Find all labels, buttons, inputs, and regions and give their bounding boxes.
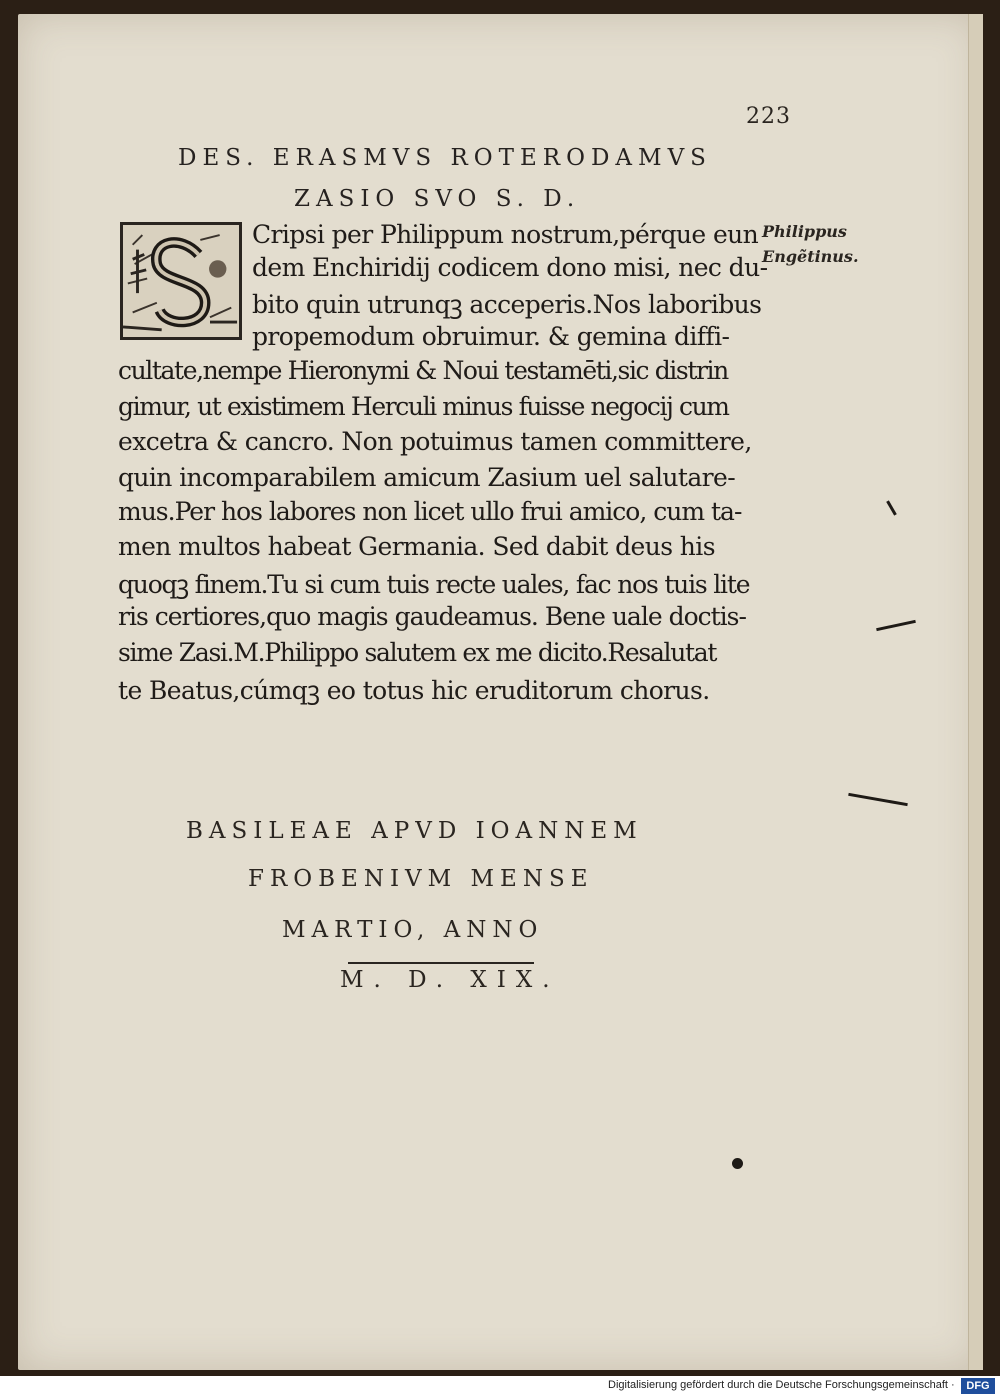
heading-recipient: ZASIO SVO S. D. bbox=[294, 186, 581, 212]
body-line-6: gimur, ut existimem Herculi minus fuisse negocij cum bbox=[118, 392, 729, 421]
body-line-9: mus.Per hos labores non licet ullo frui amico, cum ta- bbox=[118, 497, 742, 526]
body-line-10: men multos habeat Germania. Sed dabit deus his bbox=[118, 532, 715, 561]
footer-credit: Digitalisierung gefördert durch die Deutsche Forschungsgemeinschaft · bbox=[608, 1379, 955, 1391]
body-line-7: excetra & cancro. Non potuimus tamen committere, bbox=[118, 427, 752, 456]
body-line-11: quoqꝫ finem.Tu si cum tuis recte uales, fac nos tuis lite bbox=[118, 570, 750, 599]
page-edge bbox=[968, 14, 983, 1370]
imprint-line-2: FROBENIVM MENSE bbox=[248, 866, 594, 892]
page-number: 223 bbox=[746, 104, 791, 129]
body-line-8: quin incomparabilem amicum Zasium uel salutare- bbox=[118, 463, 736, 492]
imprint-line-4: M. D. XIX. bbox=[340, 967, 560, 993]
woodcut-initial-image bbox=[123, 225, 239, 337]
body-line-1: Cripsi per Philippum nostrum,pérque eun bbox=[252, 220, 759, 249]
body-line-13: sime Zasi.M.Philippo salutem ex me dicito.Resalutat bbox=[118, 638, 717, 667]
heading-author: DES. ERASMVS ROTERODAMVS bbox=[178, 145, 712, 171]
body-line-5: cultate,nempe Hieronymi & Noui testamēti,sic distrin bbox=[118, 356, 728, 385]
imprint-line-3: MARTIO, ANNO bbox=[282, 917, 544, 943]
decorated-initial-s bbox=[120, 222, 242, 340]
marginal-note-line-1: Philippus bbox=[762, 222, 847, 241]
marginal-note-line-2: Engẽtinus. bbox=[762, 247, 859, 266]
imprint-line-1: BASILEAE APVD IOANNEM bbox=[186, 818, 643, 844]
body-line-12: ris certiores,quo magis gaudeamus. Bene uale doctis- bbox=[118, 602, 746, 631]
footer-bar bbox=[0, 1376, 1000, 1397]
body-line-3: bito quin utrunqꝫ acceperis.Nos laboribus bbox=[252, 290, 762, 319]
ink-dot bbox=[732, 1158, 743, 1169]
dfg-logo: DFG bbox=[961, 1378, 995, 1394]
imprint-rule bbox=[348, 962, 534, 964]
body-line-4: propemodum obruimur. & gemina diffi- bbox=[252, 322, 730, 351]
body-line-14: te Beatus,cúmqꝫ eo totus hic eruditorum chorus. bbox=[118, 676, 710, 705]
body-line-2: dem Enchiridij codicem dono misi, nec du- bbox=[252, 253, 768, 282]
